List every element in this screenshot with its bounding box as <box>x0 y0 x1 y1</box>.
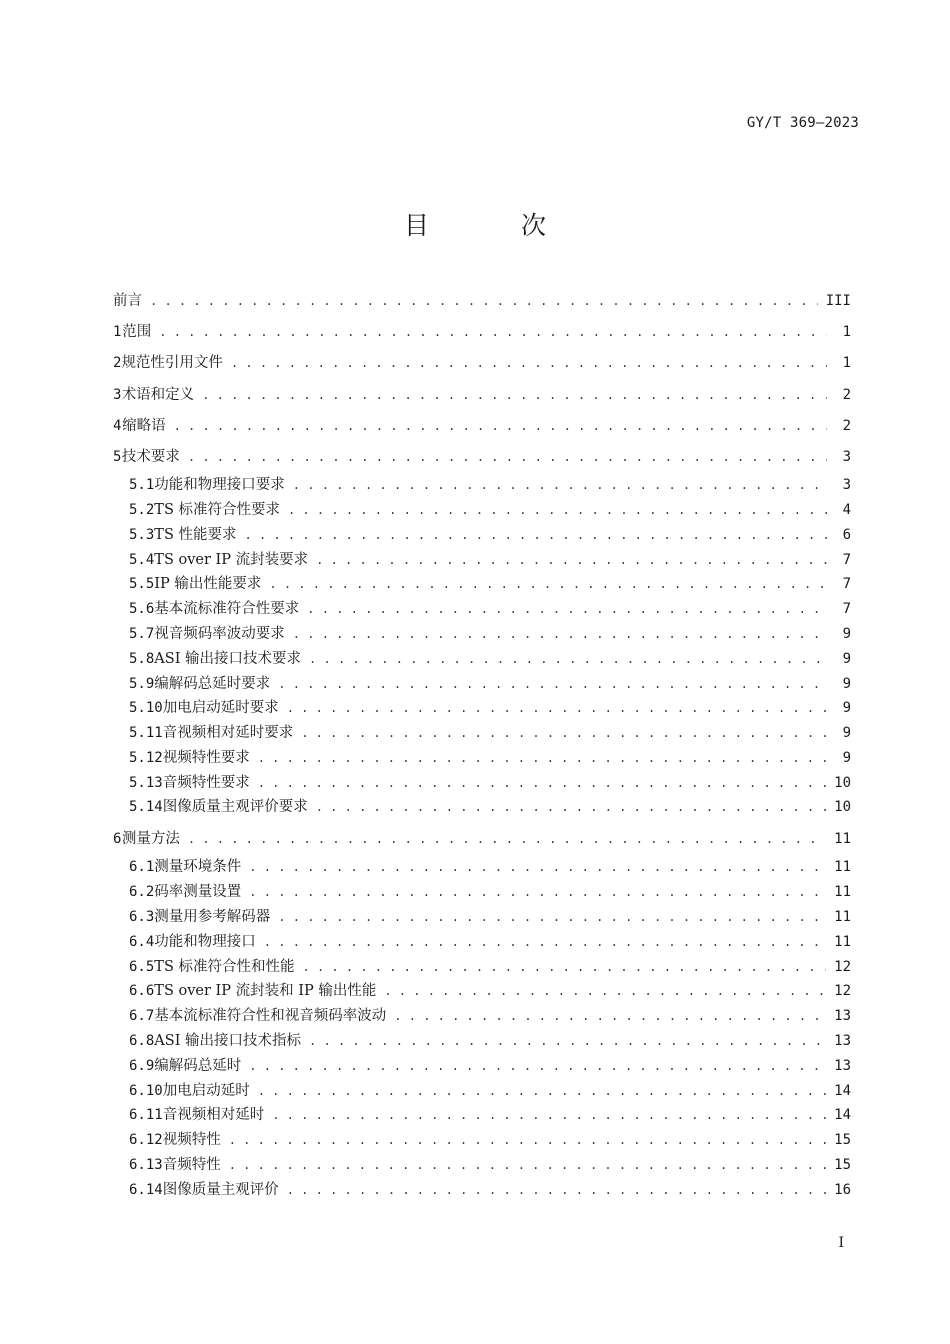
toc-entry-page: 12 <box>834 958 851 975</box>
toc-entry-number: 6.10 <box>129 1082 163 1099</box>
toc-entry-label: TS 性能要求 <box>154 526 237 543</box>
toc-entry-label: IP 输出性能要求 <box>154 576 262 593</box>
dot-leader <box>159 317 827 348</box>
toc-entry-page: 7 <box>842 576 851 593</box>
dot-leader <box>150 286 818 317</box>
dot-leader <box>288 498 827 523</box>
toc-entry-page: 9 <box>842 749 851 766</box>
dot-leader <box>245 523 827 548</box>
dot-leader <box>249 1054 826 1079</box>
toc-entry[interactable] <box>113 880 851 905</box>
toc-entry-page: 14 <box>834 1107 851 1124</box>
toc-entry-number: 6.11 <box>129 1107 163 1124</box>
toc-entry[interactable] <box>113 597 851 622</box>
dot-leader <box>309 647 827 672</box>
toc-entry-number: 6.8 <box>129 1033 155 1050</box>
document-code: GY/T 369—2023 <box>746 115 859 131</box>
toc-entry-page: 11 <box>834 884 851 901</box>
toc-entry-label: ASI 输出接口技术指标 <box>154 1033 302 1050</box>
toc-entry-label: 术语和定义 <box>121 386 195 403</box>
toc-entry-label: 规范性引用文件 <box>121 355 223 372</box>
dot-leader <box>287 1178 826 1203</box>
dot-leader <box>293 622 827 647</box>
toc-entry-number: 5.10 <box>129 700 163 717</box>
toc-entry[interactable] <box>113 572 851 597</box>
toc-entry-number: 6.12 <box>129 1132 163 1149</box>
toc-entry-page: 3 <box>842 448 851 465</box>
page-title: 目 次 <box>404 211 588 240</box>
toc-entry-number: 2 <box>113 355 122 372</box>
toc-entry[interactable] <box>113 473 851 498</box>
toc-entry-page: 13 <box>834 1057 851 1074</box>
toc-entry-label: 码率测量设置 <box>154 884 242 901</box>
dot-leader <box>264 930 826 955</box>
toc-entry-label: TS over IP 流封装和 IP 输出性能 <box>154 983 377 1000</box>
toc-entry-page: 15 <box>834 1157 851 1174</box>
toc-entry[interactable] <box>113 979 851 1004</box>
dot-leader <box>278 905 826 930</box>
dot-leader <box>316 548 827 573</box>
toc-entry[interactable] <box>113 1178 851 1203</box>
toc-entry-label: 音频特性 <box>162 1157 221 1174</box>
toc-entry-label: 编解码总延时要求 <box>154 675 271 692</box>
toc-entry[interactable] <box>113 622 851 647</box>
toc-entry-number: 5.2 <box>129 501 155 518</box>
toc-entry-label: 技术要求 <box>121 448 180 465</box>
dot-leader <box>269 572 827 597</box>
toc-entry[interactable] <box>113 696 851 721</box>
toc-entry-page: 10 <box>834 799 851 816</box>
toc-entry-page: 9 <box>842 725 851 742</box>
toc-entry[interactable] <box>113 955 851 980</box>
toc-entry-number: 6.5 <box>129 958 155 975</box>
dot-leader <box>293 473 827 498</box>
toc-entry-page: 14 <box>834 1082 851 1099</box>
toc-entry-label: 范围 <box>122 324 152 341</box>
toc-entry-number: 6.9 <box>129 1057 155 1074</box>
toc-entry[interactable] <box>113 1029 851 1054</box>
toc-entry[interactable] <box>113 548 851 573</box>
toc-entry-number: 5.1 <box>129 477 155 494</box>
toc-entry-number: 6.7 <box>129 1008 155 1025</box>
dot-leader <box>188 824 826 855</box>
toc-entry-number: 6.4 <box>129 933 155 950</box>
toc-entry-label: TS over IP 流封装要求 <box>154 551 309 568</box>
toc-entry[interactable] <box>113 380 851 411</box>
toc-entry-page: 2 <box>842 386 851 403</box>
dot-leader <box>258 1079 826 1104</box>
toc-entry-number: 5.13 <box>129 774 163 791</box>
dot-leader <box>316 795 826 820</box>
toc-entry-page: 6 <box>842 526 851 543</box>
toc-entry-number: 5.6 <box>129 601 155 618</box>
toc-entry-page: 11 <box>834 909 851 926</box>
toc-entry-label: 测量方法 <box>121 831 180 848</box>
dot-leader <box>301 721 827 746</box>
toc-entry[interactable] <box>113 1079 851 1104</box>
toc-entry-number: 6.1 <box>129 859 155 876</box>
toc-entry-page: 10 <box>834 774 851 791</box>
toc-entry[interactable] <box>113 855 851 880</box>
dot-leader <box>202 380 827 411</box>
toc-entry[interactable] <box>113 1004 851 1029</box>
page-number: I <box>838 1235 844 1251</box>
dot-leader <box>231 348 827 379</box>
toc-entry[interactable] <box>113 442 851 473</box>
dot-leader <box>174 411 827 442</box>
toc-entry-number: 6.2 <box>129 884 155 901</box>
toc-entry-number: 1 <box>113 324 122 341</box>
toc-entry-page: 11 <box>834 933 851 950</box>
dot-leader <box>278 672 827 697</box>
toc-entry-number: 6.14 <box>129 1181 163 1198</box>
toc-entry[interactable] <box>113 498 851 523</box>
toc-entry[interactable] <box>113 672 851 697</box>
toc-entry-page: 9 <box>842 625 851 642</box>
toc-entry-label: 图像质量主观评价要求 <box>162 799 308 816</box>
toc-entry-label: 缩略语 <box>122 417 166 434</box>
toc-entry-page: 11 <box>834 859 851 876</box>
dot-leader <box>384 979 826 1004</box>
toc-entry[interactable] <box>113 286 851 317</box>
toc-entry-number: 4 <box>113 417 122 434</box>
table-of-contents <box>113 286 851 1203</box>
toc-entry[interactable] <box>113 746 851 771</box>
toc-entry-page: 9 <box>842 700 851 717</box>
toc-entry-page: 13 <box>834 1033 851 1050</box>
toc-entry-page: 11 <box>834 831 851 848</box>
toc-entry[interactable] <box>113 1128 851 1153</box>
toc-entry-page: 4 <box>842 501 851 518</box>
toc-entry-number: 5.9 <box>129 675 155 692</box>
toc-entry-number: 5.11 <box>129 725 163 742</box>
toc-entry[interactable] <box>113 1054 851 1079</box>
toc-entry-number: 5.3 <box>129 526 155 543</box>
dot-leader <box>303 955 827 980</box>
toc-entry[interactable] <box>113 523 851 548</box>
dot-leader <box>229 1128 826 1153</box>
toc-entry-label: 功能和物理接口要求 <box>154 477 285 494</box>
toc-entry-number: 5.4 <box>129 551 155 568</box>
toc-entry-number: 5.7 <box>129 625 155 642</box>
toc-entry-label: TS 标准符合性和性能 <box>154 958 295 975</box>
toc-entry-number: 5.8 <box>129 650 155 667</box>
toc-entry-label: 加电启动延时要求 <box>162 700 279 717</box>
dot-leader <box>258 746 827 771</box>
dot-leader <box>249 880 826 905</box>
toc-entry-label: 基本流标准符合性要求 <box>154 601 300 618</box>
toc-entry-label: 测量环境条件 <box>154 859 242 876</box>
toc-entry-page: 15 <box>834 1132 851 1149</box>
toc-entry[interactable] <box>113 348 851 379</box>
toc-entry-page: 9 <box>842 650 851 667</box>
toc-entry-page: 9 <box>842 675 851 692</box>
toc-entry-number: 6.3 <box>129 909 155 926</box>
toc-entry-number: 6.13 <box>129 1157 163 1174</box>
toc-entry[interactable] <box>113 1103 851 1128</box>
toc-entry-number: 5.12 <box>129 749 163 766</box>
toc-entry-label: 功能和物理接口 <box>154 933 256 950</box>
toc-entry-label: 前言 <box>113 293 142 309</box>
toc-entry[interactable] <box>113 1153 851 1178</box>
toc-entry-page: 7 <box>842 601 851 618</box>
toc-entry-label: 加电启动延时 <box>162 1082 250 1099</box>
toc-entry-number: 5.5 <box>129 576 155 593</box>
toc-entry-number: 6.6 <box>129 983 155 1000</box>
toc-entry-page: 1 <box>842 355 851 372</box>
toc-entry-label: 视音频码率波动要求 <box>154 625 285 642</box>
dot-leader <box>309 1029 826 1054</box>
toc-entry-number: 6 <box>113 831 122 848</box>
toc-entry[interactable] <box>113 721 851 746</box>
toc-entry[interactable] <box>113 317 851 348</box>
toc-entry-number: 5 <box>113 448 122 465</box>
toc-entry-label: 音频特性要求 <box>162 774 250 791</box>
toc-entry[interactable] <box>113 930 851 955</box>
toc-entry[interactable] <box>113 795 851 820</box>
toc-entry-label: TS 标准符合性要求 <box>154 501 281 518</box>
toc-entry[interactable] <box>113 905 851 930</box>
toc-entry-number: 3 <box>113 386 122 403</box>
toc-entry-label: ASI 输出接口技术要求 <box>154 650 302 667</box>
dot-leader <box>258 771 826 796</box>
toc-entry-label: 音视频相对延时要求 <box>162 725 294 742</box>
toc-entry[interactable] <box>113 647 851 672</box>
dot-leader <box>188 442 827 473</box>
toc-entry[interactable] <box>113 771 851 796</box>
toc-entry-page: 2 <box>842 417 851 434</box>
toc-entry-label: 基本流标准符合性和视音频码率波动 <box>154 1008 387 1025</box>
toc-entry-page: 16 <box>834 1181 851 1198</box>
toc-entry-page: 1 <box>842 324 851 341</box>
toc-entry-label: 视频特性要求 <box>162 749 250 766</box>
toc-entry[interactable] <box>113 411 851 442</box>
toc-entry-page: 3 <box>842 477 851 494</box>
dot-leader <box>249 855 826 880</box>
toc-entry-label: 图像质量主观评价 <box>162 1181 279 1198</box>
dot-leader <box>307 597 827 622</box>
toc-entry-label: 测量用参考解码器 <box>154 909 271 926</box>
toc-entry-label: 视频特性 <box>162 1132 221 1149</box>
toc-entry-page: 13 <box>834 1008 851 1025</box>
dot-leader <box>287 696 827 721</box>
toc-entry-number: 5.14 <box>129 799 163 816</box>
toc-entry-label: 音视频相对延时 <box>162 1107 265 1124</box>
toc-entry-label: 编解码总延时 <box>154 1057 242 1074</box>
toc-entry-page: 12 <box>834 983 851 1000</box>
dot-leader <box>394 1004 826 1029</box>
dot-leader <box>229 1153 826 1178</box>
toc-entry-page: III <box>825 293 851 309</box>
toc-entry-page: 7 <box>842 551 851 568</box>
dot-leader <box>272 1103 826 1128</box>
toc-entry[interactable] <box>113 824 851 855</box>
